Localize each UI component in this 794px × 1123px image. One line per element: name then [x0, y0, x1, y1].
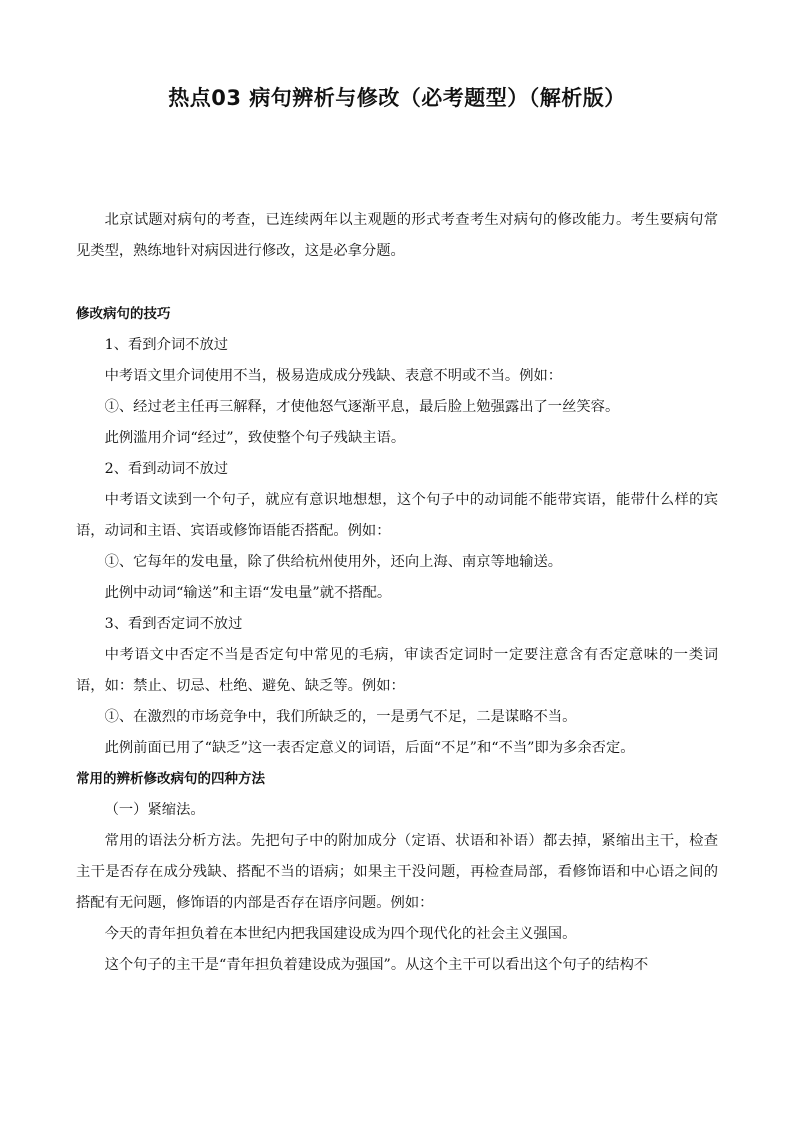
tip1-title: 1、看到介词不放过	[104, 337, 229, 353]
section-heading-methods: 常用的辨析修改病句的四种方法	[76, 771, 265, 787]
tip1-example: ①、经过老主任再三解释，才使他怒气逐渐平息，最后脸上勉强露出了一丝笑容。	[104, 399, 620, 415]
method1-analysis: 这个句子的主干是“青年担负着建设成为强国”。从这个主干可以看出这个句子的结构不	[104, 957, 649, 973]
document-body	[76, 205, 718, 981]
tip1-note: 此例滥用介词“经过”，致使整个句子残缺主语。	[104, 430, 406, 446]
tip3-example: ①、在激烈的市场竞争中，我们所缺乏的，一是勇气不足，二是谋略不当。	[104, 709, 577, 725]
document-title: 热点03 病句辨析与修改（必考题型）（解析版）	[168, 86, 626, 110]
tip2-title: 2、看到动词不放过	[104, 461, 229, 477]
method1-example: 今天的青年担负着在本世纪内把我国建设成为四个现代化的社会主义强国。	[104, 926, 577, 942]
tip2-example: ①、它每年的发电量，除了供给杭州使用外，还向上海、南京等地输送。	[104, 554, 563, 570]
method1-paragraph: 常用的语法分析方法。先把句子中的附加成分（定语、状语和补语）都去掉，紧缩出主干，检查主干是否存在成分残缺、搭配不当的语病；如果主干没问题，再检查局部，看修饰语和中心语之间的搭配有无问题，修饰语的内部是否存在语序问题。例如：	[76, 833, 718, 911]
tip3-note: 此例前面已用了“缺乏”这一表否定意义的词语，后面“不足”和“不当”即为多余否定。	[104, 740, 635, 756]
tip2-note: 此例中动词“输送”和主语“发电量”就不搭配。	[104, 585, 392, 601]
tip3-title: 3、看到否定词不放过	[104, 616, 243, 632]
method1-title: （一）紧缩法。	[104, 802, 205, 818]
intro-paragraph: 北京试题对病句的考查，已连续两年以主观题的形式考查考生对病句的修改能力。考生要病句常见类型，熟练地针对病因进行修改，这是必拿分题。	[76, 212, 718, 259]
section-heading-techniques: 修改病句的技巧	[76, 306, 171, 322]
tip1-paragraph: 中考语文里介词使用不当，极易造成成分残缺、表意不明或不当。例如：	[104, 368, 563, 384]
tip2-paragraph: 中考语文读到一个句子，就应有意识地想想，这个句子中的动词能不能带宾语，能带什么样的宾语，动词和主语、宾语或修饰语能否搭配。例如：	[76, 492, 718, 539]
tip3-paragraph: 中考语文中否定不当是否定句中常见的毛病，审读否定词时一定要注意含有否定意味的一类词语，如：禁止、切忌、杜绝、避免、缺乏等。例如：	[76, 647, 718, 694]
